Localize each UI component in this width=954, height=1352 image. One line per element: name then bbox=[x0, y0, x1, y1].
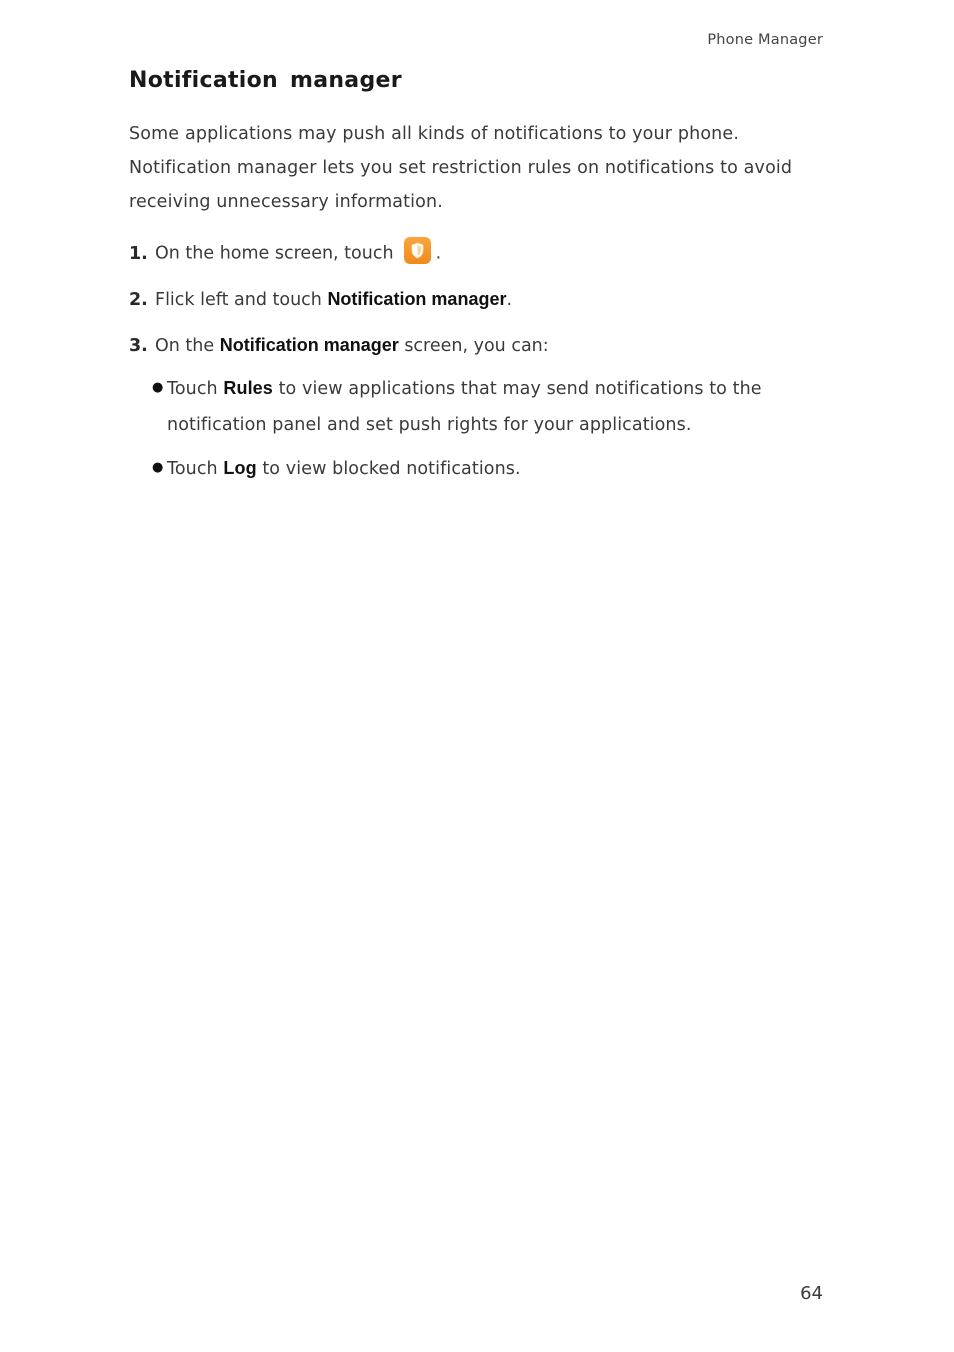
bullet-text: Touch bbox=[167, 459, 224, 479]
rules-label: Rules bbox=[223, 378, 273, 398]
step-text-end: . bbox=[435, 243, 442, 264]
step-text: On the bbox=[155, 336, 220, 356]
step-number: 3. bbox=[129, 336, 148, 356]
step-3 bbox=[129, 332, 549, 359]
bullet-text-end: to view blocked notifications. bbox=[256, 459, 521, 479]
running-header: Phone Manager bbox=[707, 32, 823, 48]
bullet-log bbox=[152, 450, 812, 487]
section-title: Notification manager bbox=[129, 68, 402, 93]
step-1 bbox=[129, 240, 441, 267]
notification-manager-label: Notification manager bbox=[327, 289, 507, 309]
step-number: 2. bbox=[129, 290, 148, 310]
step-2 bbox=[129, 286, 512, 313]
step-text-end: . bbox=[506, 290, 513, 310]
step-text: On the home screen, touch bbox=[155, 243, 394, 264]
intro-paragraph: Some applications may push all kinds of notifications to your phone. Notification manager lets you set restriction rules on notifications to avoid receiving unnecessary information. bbox=[129, 124, 793, 212]
log-label: Log bbox=[223, 458, 257, 478]
step-text: Flick left and touch bbox=[155, 290, 328, 310]
step-text-end: screen, you can: bbox=[398, 336, 549, 356]
bullet-dot-icon: ● bbox=[152, 460, 164, 475]
notification-manager-label: Notification manager bbox=[219, 335, 399, 355]
phone-manager-shield-icon[interactable] bbox=[404, 237, 431, 264]
bullet-rules bbox=[152, 370, 812, 443]
bullet-text-end: to view applications that may send notifications to the notification panel and set push rights for your applications. bbox=[167, 379, 762, 435]
step-number: 1. bbox=[129, 243, 148, 264]
bullet-dot-icon: ● bbox=[152, 380, 164, 395]
bullet-text: Touch bbox=[167, 379, 224, 399]
page-number: 64 bbox=[800, 1283, 823, 1304]
